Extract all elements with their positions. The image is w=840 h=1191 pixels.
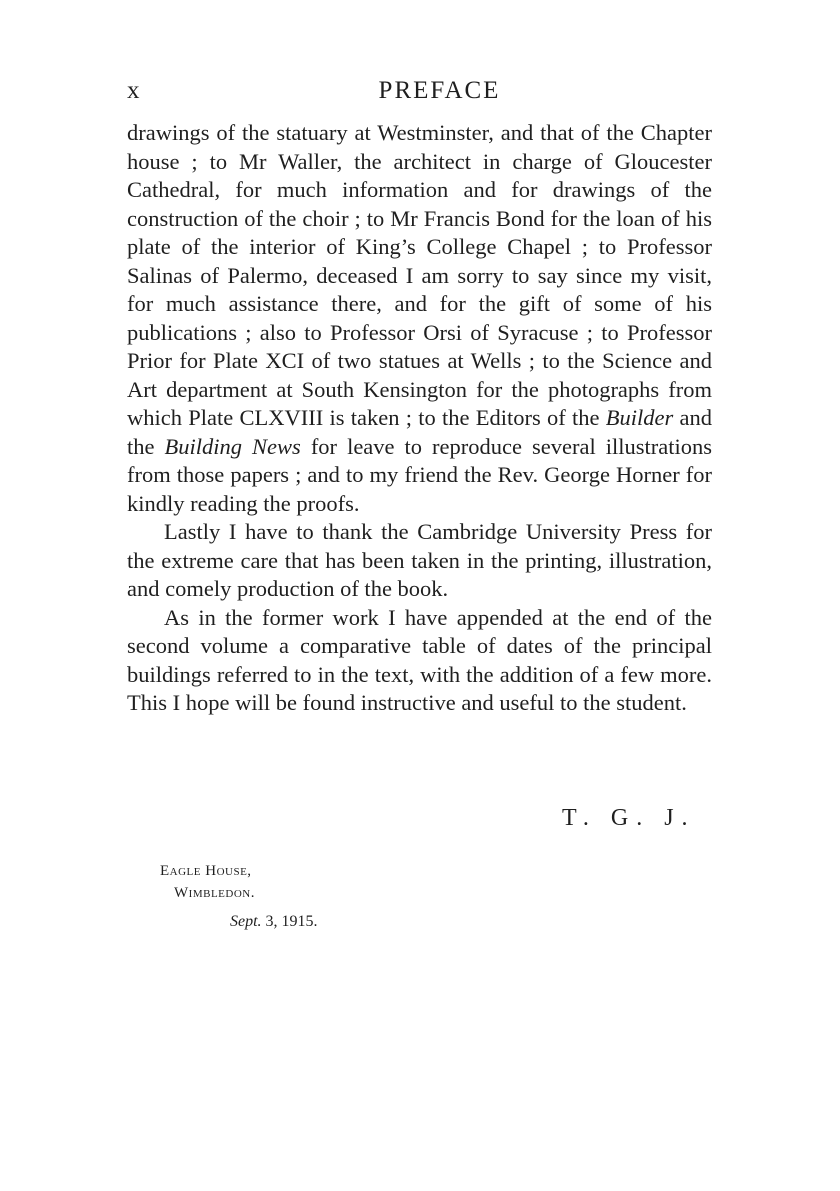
- author-initials: T. G. J.: [562, 805, 696, 831]
- running-title: PREFACE: [378, 77, 501, 104]
- paragraph-1: [127, 119, 712, 518]
- paragraph-1-text-and: and the: [127, 405, 712, 459]
- address-line-2: Wimbledon.: [174, 885, 255, 901]
- page-header: [127, 74, 712, 108]
- building-news-title: Building News: [164, 433, 301, 459]
- preface-body: [127, 119, 712, 718]
- address-date: [230, 911, 318, 933]
- date-rest: 3, 1915.: [261, 913, 318, 930]
- page-number: x: [127, 77, 140, 104]
- paragraph-2: Lastly I have to thank the Cambridge University Press for the extreme care that has been taken in the printing, illustration, and comely production of the book.: [127, 519, 712, 601]
- address-line-1: Eagle House,: [160, 863, 252, 879]
- paragraph-3: As in the former work I have appended at the end of the second volume a comparative table of dates of the principal buildings referred to in the text, with the addition of a few more. This I hope will be found instructive and useful to the student.: [127, 604, 712, 715]
- paragraph-1-text-a: drawings of the statuary at Westminster, and that of the Chapter house ; to Mr Waller, the architect in charge of Gloucester Cathedral, for much information and for drawings of the construction of the choir ; to Mr Francis Bond for the loan of his plate of the interior of King’s College Chapel ; to Professor Salinas of Palermo, deceased I am sorry to say since my visit, for much assistance there, and for the gift of some of his publications ; also to Professor Orsi of Syracuse ; to Professor Prior for Plate XCI of two statues at Wells ; to the Science and Art department at South Kensington for the photographs from which Plate CLXVIII is taken ; to the Editors of the: [127, 120, 712, 430]
- address-block: [160, 860, 318, 933]
- paragraph-1-text-b: for leave to reproduce several illustrations from those papers ; and to my friend the Rev. George Horner for kindly reading the proofs.: [127, 433, 712, 516]
- date-month: Sept.: [230, 913, 262, 930]
- builder-title: Builder: [605, 405, 674, 430]
